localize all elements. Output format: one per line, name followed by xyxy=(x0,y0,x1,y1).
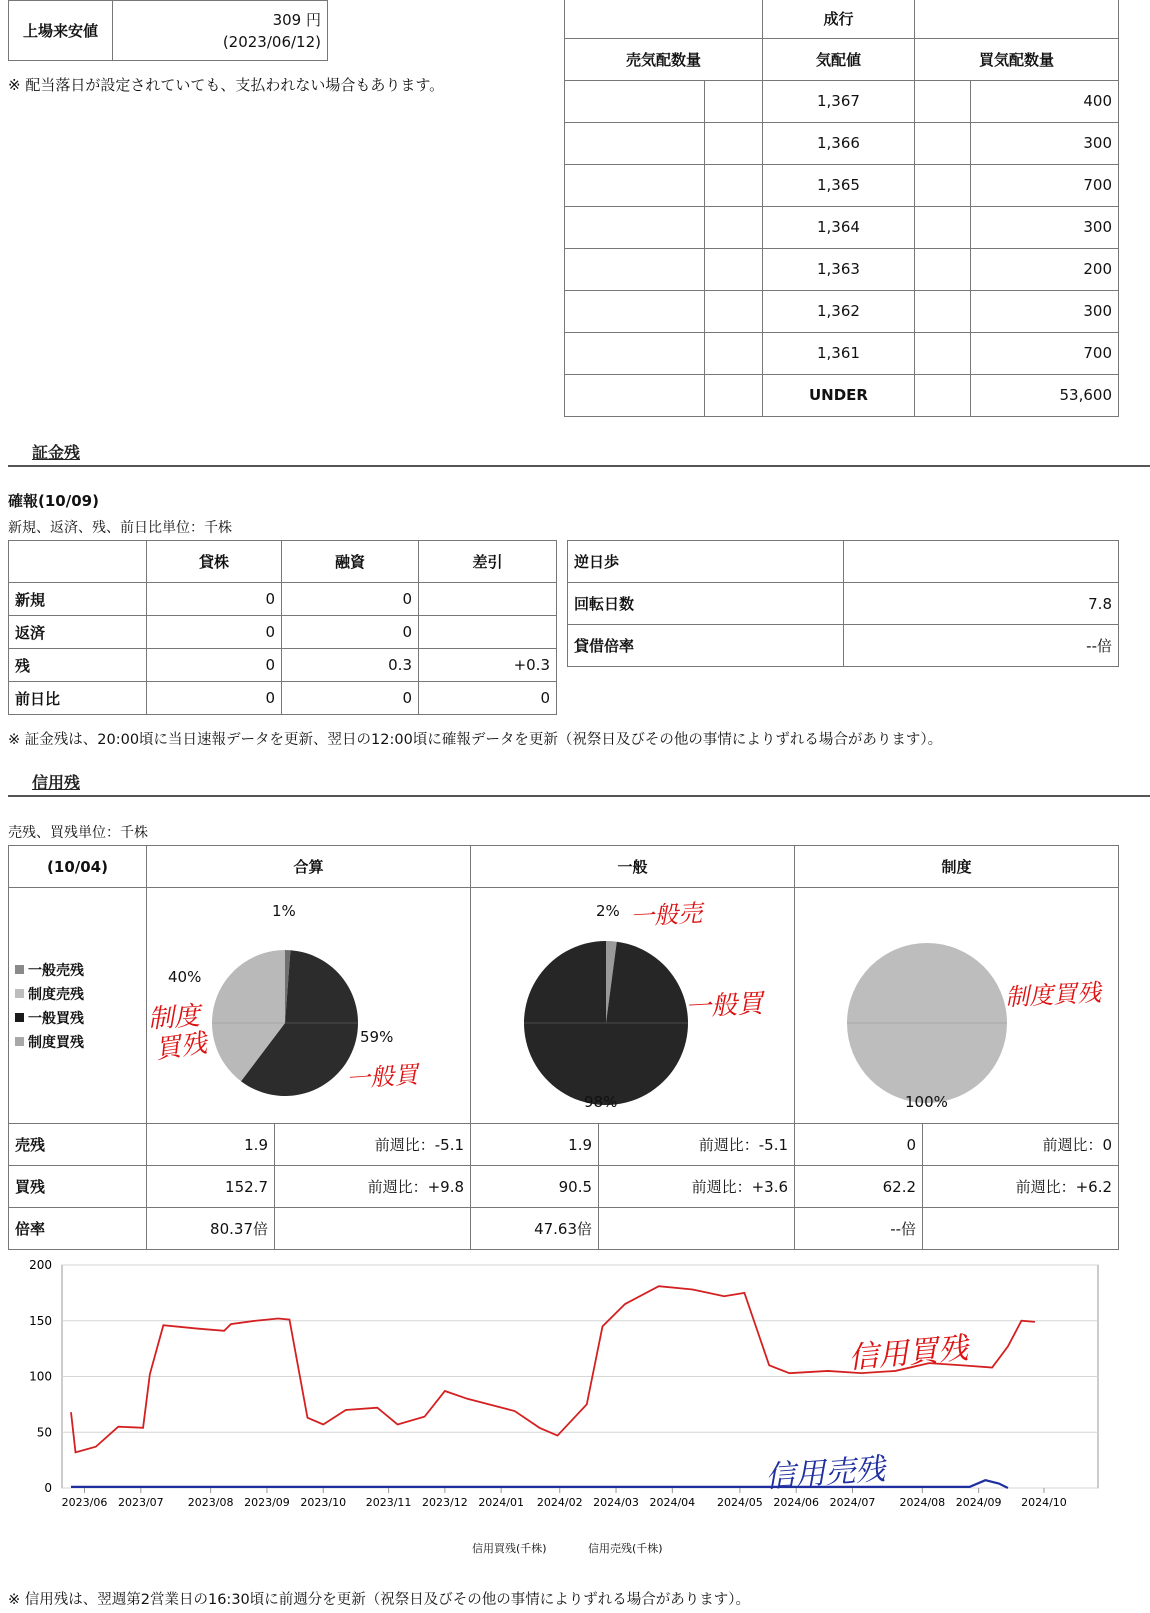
margin-finance-cell: 0 xyxy=(282,682,419,715)
chart-grid xyxy=(62,1265,1098,1488)
credit-wow-cell xyxy=(599,1208,795,1250)
chart-x-tick-label: 2024/01 xyxy=(478,1496,525,1509)
pie-general-label-98pct: 98% xyxy=(584,1093,618,1111)
sell-qty-cell-2 xyxy=(705,248,763,290)
chart-y-tick-label: 150 xyxy=(29,1313,52,1328)
credit-value-cell: 152.7 xyxy=(147,1166,275,1208)
buy-qty-cell: 400 xyxy=(971,80,1119,122)
buy-qty-cell: 200 xyxy=(971,248,1119,290)
credit-balance-title[interactable]: 信用残 xyxy=(32,773,81,792)
margin-diff-cell xyxy=(419,583,557,616)
margin-balance-title[interactable]: 証金残 xyxy=(32,443,81,462)
chart-x-tick-label: 2023/11 xyxy=(365,1496,412,1509)
margin-balance-rule xyxy=(8,465,1150,467)
sell-qty-cell xyxy=(565,164,705,206)
credit-value-cell: --倍 xyxy=(795,1208,923,1250)
ob-empty-top-right xyxy=(915,0,1119,38)
buy-qty-cell: 700 xyxy=(971,332,1119,374)
chart-x-tick-label: 2023/12 xyxy=(422,1496,468,1509)
sell-qty-cell-2 xyxy=(705,80,763,122)
margin-header-diff: 差引 xyxy=(419,541,557,583)
price-cell: 1,365 xyxy=(763,164,915,206)
sell-qty-cell-2 xyxy=(705,122,763,164)
chart-x-ticks xyxy=(62,1488,1067,1509)
chart-x-tick-label: 2023/10 xyxy=(300,1496,347,1509)
buy-qty-cell-2 xyxy=(915,164,971,206)
margin-diff-cell: 0 xyxy=(419,682,557,715)
sell-qty-cell xyxy=(565,248,705,290)
hand-note-seido-kai: 制度買残 xyxy=(1004,978,1102,1012)
buy-qty-cell-2 xyxy=(915,206,971,248)
credit-wow-cell: 前週比：-5.1 xyxy=(275,1124,471,1166)
margin-header-empty xyxy=(9,541,147,583)
lending-ratio-value: --倍 xyxy=(844,625,1119,667)
chart-y-tick-label: 100 xyxy=(29,1369,52,1384)
margin-balance-note: ※ 証金残は、20:00頃に当日速報データを更新、翌日の12:00頃に確報データを更新（祝祭日及びその他の事情によりずれる場合があります）。 xyxy=(8,732,943,748)
credit-wow-cell: 前週比：-5.1 xyxy=(599,1124,795,1166)
margin-side-table xyxy=(567,540,1119,667)
sell-qty-cell xyxy=(565,122,705,164)
credit-balance-row xyxy=(9,1166,1119,1208)
credit-wow-cell xyxy=(923,1208,1119,1250)
chart-y-tick-label: 0 xyxy=(44,1481,52,1495)
credit-wow-cell: 前週比：+6.2 xyxy=(923,1166,1119,1208)
buy-qty-cell: 300 xyxy=(971,290,1119,332)
buy-qty-cell-2 xyxy=(915,332,971,374)
order-book-row xyxy=(565,206,1119,248)
record-low-price: 309 円 xyxy=(272,10,321,29)
price-cell: 1,363 xyxy=(763,248,915,290)
margin-balance-row xyxy=(9,649,557,682)
chart-legend-buy: 信用買残(千株) xyxy=(472,1542,547,1555)
chart-x-tick-label: 2024/06 xyxy=(773,1496,820,1509)
ob-empty-top-left xyxy=(565,0,763,38)
margin-row-label: 残 xyxy=(9,649,147,682)
legend-label: 制度売残 xyxy=(28,986,84,1003)
credit-balance-row xyxy=(9,1124,1119,1166)
under-empty-1 xyxy=(565,374,705,416)
credit-value-cell: 0 xyxy=(795,1124,923,1166)
chart-x-tick-label: 2024/02 xyxy=(536,1496,583,1509)
legend-label: 一般売残 xyxy=(28,962,84,979)
price-cell: 1,366 xyxy=(763,122,915,164)
order-book-row xyxy=(565,122,1119,164)
price-record-table xyxy=(8,0,328,61)
margin-row-label: 前日比 xyxy=(9,682,147,715)
margin-balance-row xyxy=(9,583,557,616)
margin-unit-label: 新規、返済、残、前日比単位：千株 xyxy=(8,520,232,536)
chart-x-tick-label: 2023/06 xyxy=(61,1496,108,1509)
margin-confirmed-label: 確報(10/09) xyxy=(8,492,99,510)
credit-value-cell: 47.63倍 xyxy=(471,1208,599,1250)
chart-y-ticks xyxy=(29,1258,52,1495)
margin-finance-cell: 0.3 xyxy=(282,649,419,682)
sell-qty-cell xyxy=(565,80,705,122)
hand-note-seido-2: 買残 xyxy=(153,1028,209,1066)
margin-balance-rows xyxy=(9,583,557,715)
margin-diff-cell: +0.3 xyxy=(419,649,557,682)
credit-date: (10/04) xyxy=(9,846,147,888)
pie-total-label-59pct: 59% xyxy=(360,1028,394,1046)
chart-x-tick-label: 2024/09 xyxy=(955,1496,1002,1509)
credit-wow-cell xyxy=(275,1208,471,1250)
credit-wow-cell: 前週比：+3.6 xyxy=(599,1166,795,1208)
chart-x-tick-label: 2024/05 xyxy=(717,1496,763,1509)
order-book-row xyxy=(565,290,1119,332)
price-cell: 1,361 xyxy=(763,332,915,374)
record-low-date: (2023/06/12) xyxy=(222,32,321,51)
price-cell: 1,367 xyxy=(763,80,915,122)
hand-note-ippan-kai-1: 一般買 xyxy=(345,1060,420,1094)
credit-wow-cell: 前週比：0 xyxy=(923,1124,1119,1166)
under-label: UNDER xyxy=(763,374,915,416)
credit-wow-cell: 前週比：+9.8 xyxy=(275,1166,471,1208)
chart-x-tick-label: 2024/03 xyxy=(593,1496,639,1509)
price-cell: 1,362 xyxy=(763,290,915,332)
credit-value-cell: 1.9 xyxy=(471,1124,599,1166)
chart-series xyxy=(71,1286,1035,1488)
gyakuhibu-value xyxy=(844,541,1119,583)
turnover-label: 回転日数 xyxy=(568,583,844,625)
price-header: 気配値 xyxy=(763,38,915,80)
credit-value-cell: 90.5 xyxy=(471,1166,599,1208)
credit-row-label: 売残 xyxy=(9,1124,147,1166)
under-value: 53,600 xyxy=(971,374,1119,416)
buy-qty-cell-2 xyxy=(915,290,971,332)
buy-qty-cell-2 xyxy=(915,248,971,290)
credit-value-cell: 62.2 xyxy=(795,1166,923,1208)
chart-y-tick-label: 50 xyxy=(36,1425,52,1440)
dividend-note: ※ 配当落日が設定されていても、支払われない場合もあります。 xyxy=(8,76,445,94)
credit-value-cell: 80.37倍 xyxy=(147,1208,275,1250)
pie-total-label-1pct: 1% xyxy=(272,902,296,920)
buy-qty-cell-2 xyxy=(915,122,971,164)
legend-label: 制度買残 xyxy=(28,1034,84,1051)
sell-qty-cell-2 xyxy=(705,290,763,332)
margin-header-loan: 貸株 xyxy=(147,541,282,583)
legend-label: 一般買残 xyxy=(28,1010,84,1027)
chart-x-tick-label: 2024/08 xyxy=(899,1496,946,1509)
order-book-rows xyxy=(565,80,1119,374)
under-empty-2 xyxy=(705,374,763,416)
hand-note-credit-buy: 信用買残 xyxy=(847,1330,970,1377)
chart-x-tick-label: 2023/09 xyxy=(244,1496,290,1509)
sell-qty-cell-2 xyxy=(705,332,763,374)
credit-balance-row xyxy=(9,1208,1119,1250)
chart-x-tick-label: 2024/10 xyxy=(1021,1496,1067,1509)
margin-row-label: 新規 xyxy=(9,583,147,616)
gyakuhibu-label: 逆日歩 xyxy=(568,541,844,583)
margin-loan-cell: 0 xyxy=(147,682,282,715)
pie-general xyxy=(524,941,688,1105)
sell-qty-cell xyxy=(565,290,705,332)
sell-qty-header: 売気配数量 xyxy=(565,38,763,80)
sell-qty-cell-2 xyxy=(705,206,763,248)
lending-ratio-label: 貸借倍率 xyxy=(568,625,844,667)
margin-loan-cell: 0 xyxy=(147,649,282,682)
chart-legend-sell: 信用売残(千株) xyxy=(588,1542,663,1555)
margin-diff-cell xyxy=(419,616,557,649)
hand-note-credit-sell: 信用売残 xyxy=(764,1451,887,1496)
margin-balance-table xyxy=(8,540,557,715)
chart-y-tick-label: 200 xyxy=(29,1258,52,1272)
turnover-value: 7.8 xyxy=(844,583,1119,625)
order-book-row xyxy=(565,80,1119,122)
credit-row-label: 買残 xyxy=(9,1166,147,1208)
margin-header-finance: 融資 xyxy=(282,541,419,583)
pie-general-label-2pct: 2% xyxy=(596,902,620,920)
buy-qty-cell: 300 xyxy=(971,122,1119,164)
buy-qty-header: 買気配数量 xyxy=(915,38,1119,80)
order-book-table xyxy=(564,0,1119,417)
credit-col-general: 一般 xyxy=(471,846,795,888)
credit-unit-label: 売残、買残単位：千株 xyxy=(8,825,148,841)
credit-line-chart xyxy=(0,1255,1110,1555)
credit-value-cell: 1.9 xyxy=(147,1124,275,1166)
sell-qty-cell xyxy=(565,332,705,374)
margin-balance-row xyxy=(9,682,557,715)
credit-row-label: 倍率 xyxy=(9,1208,147,1250)
hand-note-ippan-uri: 一般売 xyxy=(629,899,703,931)
margin-finance-cell: 0 xyxy=(282,583,419,616)
credit-col-system: 制度 xyxy=(795,846,1119,888)
credit-balance-note: ※ 信用残は、翌週第2営業日の16:30頃に前週分を更新（祝祭日及びその他の事情によりずれる場合があります）。 xyxy=(8,1592,751,1608)
chart-x-tick-label: 2023/08 xyxy=(187,1496,234,1509)
pie-charts xyxy=(0,880,1150,1120)
chart-x-tick-label: 2024/07 xyxy=(829,1496,876,1509)
record-low-label: 上場来安値 xyxy=(9,1,113,61)
price-cell: 1,364 xyxy=(763,206,915,248)
hand-note-ippan-kai-2: 一般買 xyxy=(684,988,764,1024)
chart-x-tick-label: 2023/07 xyxy=(117,1496,164,1509)
order-book-row xyxy=(565,164,1119,206)
pie-total-label-40pct: 40% xyxy=(168,968,202,986)
sell-qty-cell-2 xyxy=(705,164,763,206)
margin-balance-row xyxy=(9,616,557,649)
buy-qty-cell-2 xyxy=(915,80,971,122)
pie-total xyxy=(212,950,358,1096)
credit-balance-rule xyxy=(8,795,1150,797)
margin-loan-cell: 0 xyxy=(147,583,282,616)
margin-finance-cell: 0 xyxy=(282,616,419,649)
hand-note-seido-1: 制度 xyxy=(147,1001,201,1035)
record-low-value xyxy=(113,1,328,61)
margin-row-label: 返済 xyxy=(9,616,147,649)
credit-col-total: 合算 xyxy=(147,846,471,888)
margin-loan-cell: 0 xyxy=(147,616,282,649)
chart-x-tick-label: 2024/04 xyxy=(649,1496,696,1509)
market-order-label: 成行 xyxy=(763,0,915,38)
under-empty-3 xyxy=(915,374,971,416)
order-book-row xyxy=(565,248,1119,290)
pie-system xyxy=(847,943,1007,1103)
pie-system-label-100pct: 100% xyxy=(905,1093,948,1111)
order-book-row xyxy=(565,332,1119,374)
sell-qty-cell xyxy=(565,206,705,248)
buy-qty-cell: 700 xyxy=(971,164,1119,206)
buy-qty-cell: 300 xyxy=(971,206,1119,248)
credit-balance-rows xyxy=(9,1124,1119,1250)
